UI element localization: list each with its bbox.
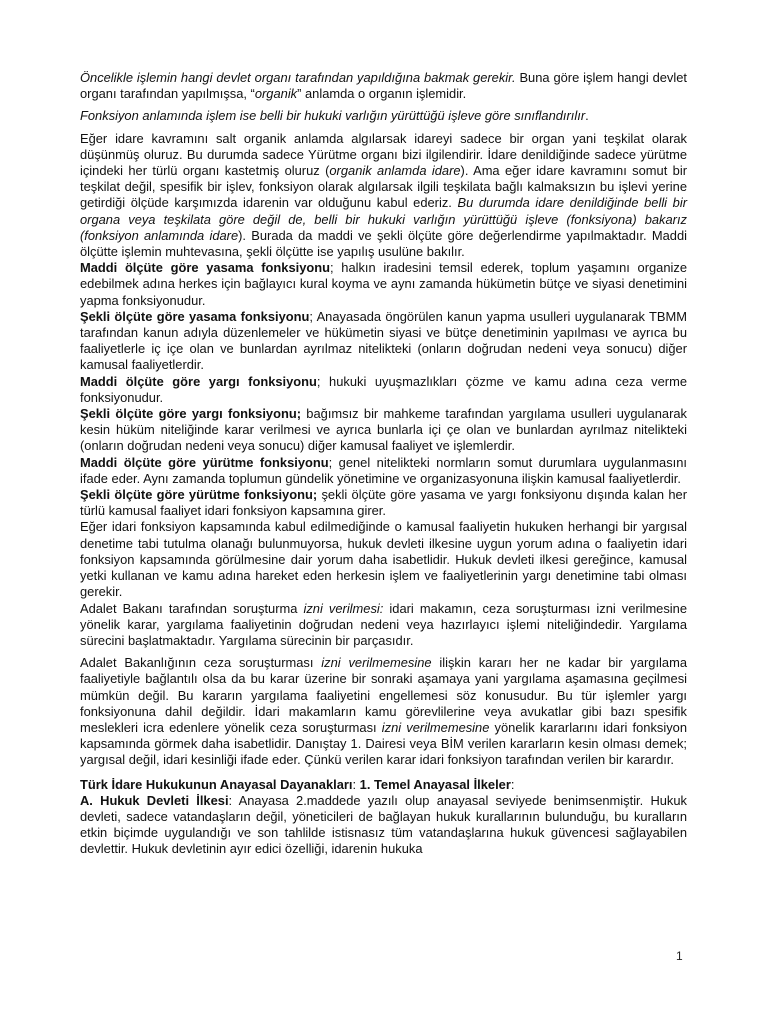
term-heading: Maddi ölçüte göre yasama fonksiyonu — [80, 260, 330, 276]
document-page — [80, 70, 687, 858]
term-heading: A. Hukuk Devleti İlkesi — [80, 792, 229, 808]
paragraph-formal-judicial: Şekli ölçüte göre yargı fonksiyonu; bağımsız bir mahkeme tarafından yargılama usulleri uygulanarak kesin hüküm niteliğinde karar verilmesi ve ayrıca bunlarla içi çe olan ve bunlardan ayrılmaz nitelikteki (onların doğrudan nedeni veya sonucu) diğer kamusal faaliyet ve işlemlerdir. — [80, 406, 687, 454]
paragraph-formal-executive: Şekli ölçüte göre yürütme fonksiyonu; şekli ölçüte göre yasama ve yargı fonksiyonu dışında kalan her türlü kamusal faaliyet idari fonksiyon kapsamına girer. — [80, 487, 687, 519]
paragraph-permit-refusal: Adalet Bakanlığının ceza soruşturması izni verilmemesine ilişkin kararı her ne kadar bir yargılama faaliyetiyle bağlantılı olsa da bu karar üzerine bir sonraki aşamaya yani yargılama aşamasına geçilmesi mümkün değil. Bu kararın yargılama faaliyetini engellemesi söz konusudur. Bu tür işlemler yargı fonksiyonuna dahil değildir. İdari makamların kamu görevlilerine veya avukatlar gibi bazı spesifik meslekleri icra edenlere yönelik ceza soruşturması izni verilmemesine yönelik kararlarını idari fonksiyon kapsamında görmek daha isabetlidir. Danıştay 1. Dairesi veya BİM verilen kararların kesin olması demek; yargısal değil, idari kesinliği ifade eder. Çünkü verilen karar idari fonksiyon tarafından verilen bir karardır. — [80, 655, 687, 768]
paragraph-function-criterion: Fonksiyon anlamında işlem ise belli bir hukuki varlığın yürüttüğü işleve göre sınıflandırılır. — [80, 108, 589, 124]
term-heading: Şekli ölçüte göre yargı fonksiyonu; — [80, 406, 302, 422]
paragraph-formal-legislative: Şekli ölçüte göre yasama fonksiyonu; Anayasada öngörülen kanun yapma usulleri uygulanarak TBMM tarafından kanun adıyla düzenlemeler ve hükümetin siyasi ve bütçe denetiminin yapılması ve ayrıca bu faaliyetlerle iç içe olan ve bunlardan ayrılmaz nitelikteki (onların doğrudan nedeni veya sonucu) diğer kamusal faaliyetlerdir. — [80, 308, 687, 373]
section-heading: Türk İdare Hukukunun Anayasal Dayanakları: 1. Temel Anayasal İlkeler: — [80, 776, 515, 792]
paragraph-idare-concept: Eğer idare kavramını salt organik anlamda algılarsak idareyi sadece bir organ yani teşkilat olarak düşünmüş oluruz. Bu durumda sadece Yürütme organı bizi ilgilendirir. İdare denildiğinde sadece yürütme içindeki her türlü organı kastetmiş oluruz (organik anlamda idare). Ama eğer idare kavramını somut bir teşkilat değil, spesifik bir işlev, fonksiyon olarak algılarsak ilgili teşkilata bağlı kalmaksızın bu işlevi yerine getirdiği ölçüde karşımızda idarenin var olduğunu kabul ederiz. Bu durumda idare denildiğinde belli bir organa veya teşkilata göre değil de, belli bir hukuki varlığın yürüttüğü işleve (fonksiyona) bakarız (fonksiyon anlamında idare). Burada da maddi ve şekli ölçüte göre değerlendirme yapılmaktadır. Maddi ölçütte işlemin muhtevasına, şekli ölçütte ise yapılış usulüne bakılır. — [80, 130, 687, 260]
paragraph-organ-criterion: Öncelikle işlemin hangi devlet organı tarafından yapıldığına bakmak gerekir. Buna göre işlem hangi devlet organı tarafından yapılmışsa, “organik” anlamda o organın işlemidir. — [80, 70, 687, 102]
term-heading: Maddi ölçüte göre yargı fonksiyonu — [80, 373, 317, 389]
term-heading: Şekli ölçüte göre yasama fonksiyonu — [80, 308, 310, 324]
term-heading: Maddi ölçüte göre yürütme fonksiyonu — [80, 454, 329, 470]
term-heading: Şekli ölçüte göre yürütme fonksiyonu; — [80, 487, 318, 503]
paragraph-material-legislative: Maddi ölçüte göre yasama fonksiyonu; halkın iradesini temsil ederek, toplum yaşamını organize edebilmek adına herkes için bağlayıcı kural koyma ve aynı zamanda hükümetin bütçe ve siyasi denetimini yapma fonksiyonudur. — [80, 260, 687, 308]
page-number: 1 — [676, 949, 683, 963]
paragraph-material-executive: Maddi ölçüte göre yürütme fonksiyonu; genel nitelikteki normların somut durumlara uygulanmasını ifade eder. Aynı zamanda toplumun gündelik yönetimine ve organizasyonuna ilişkin kamusal faaliyetlerdir. — [80, 454, 687, 486]
paragraph-rule-of-law: A. Hukuk Devleti İlkesi: Anayasa 2.maddede yazılı olup anayasal seviyede benimsenmiştir. Hukuk devleti, sadece vatandaşların değil, yöneticileri de bağlayan hukuk kurallarının bulunduğu, bu kuralların etkin biçimde uygulandığı ve son tahlilde istisnasız tüm vatandaşlarına hukuk güvencesi sağlayabilen devlettir. Hukuk devletinin ayır edici özelliği, idarenin hukuka — [80, 792, 687, 857]
paragraph-material-judicial: Maddi ölçüte göre yargı fonksiyonu; hukuki uyuşmazlıkları çözme ve kamu adına ceza verme fonksiyonudur. — [80, 373, 687, 405]
paragraph-prosecution-permit: Adalet Bakanı tarafından soruşturma izni verilmesi: idari makamın, ceza soruşturması izni verilmesine yönelik karar, yargılama faaliyetinin doğrudan nedeni veya hazırlayıcı işlemi niteliğindedir. Yargılama sürecini başlatmaktadır. Yargılama sürecinin bir parçasıdır. — [80, 600, 687, 648]
paragraph-judicial-review: Eğer idari fonksiyon kapsamında kabul edilmediğinde o kamusal faaliyetin hukuken herhangi bir yargısal denetime tabi tutulma olanağı bulunmuyorsa, hukuk devleti ilkesine uygun yorum adına o faaliyetin idari fonksiyon kapsamında görülmesine dair yorum daha isabetlidir. Hukuk devleti ilkesi gereğince, kamusal yetki kullanan ve kamu adına hareket eden herkesin işlem ve faaliyetlerinin yargı denetimine tabi olması gerekir. — [80, 519, 687, 600]
